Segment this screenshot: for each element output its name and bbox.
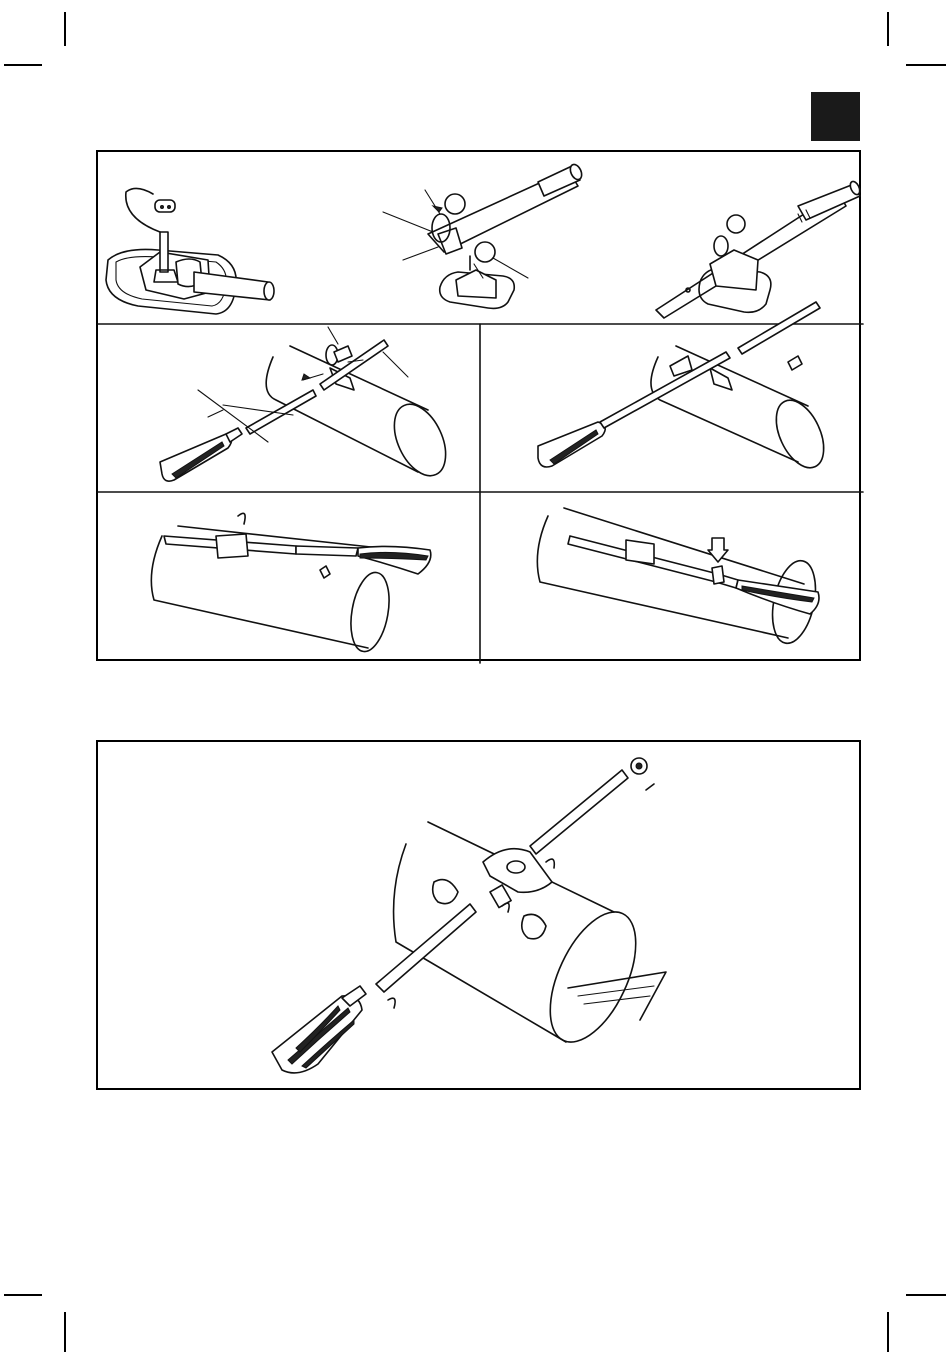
crop-mark [906,1294,946,1296]
crop-mark [906,64,946,66]
section-tab [811,92,860,141]
crop-mark [4,64,42,66]
crop-mark [887,12,889,46]
crop-mark [4,1294,42,1296]
crop-mark [887,1312,889,1352]
paddle-and-oarlock-exploded-icon [98,742,863,1092]
crop-mark [64,1312,66,1352]
crop-mark [64,12,66,46]
assembly-steps-grid [96,150,861,661]
paddle-exploded-panel [96,740,861,1090]
oar-stowed-icon [98,152,863,663]
